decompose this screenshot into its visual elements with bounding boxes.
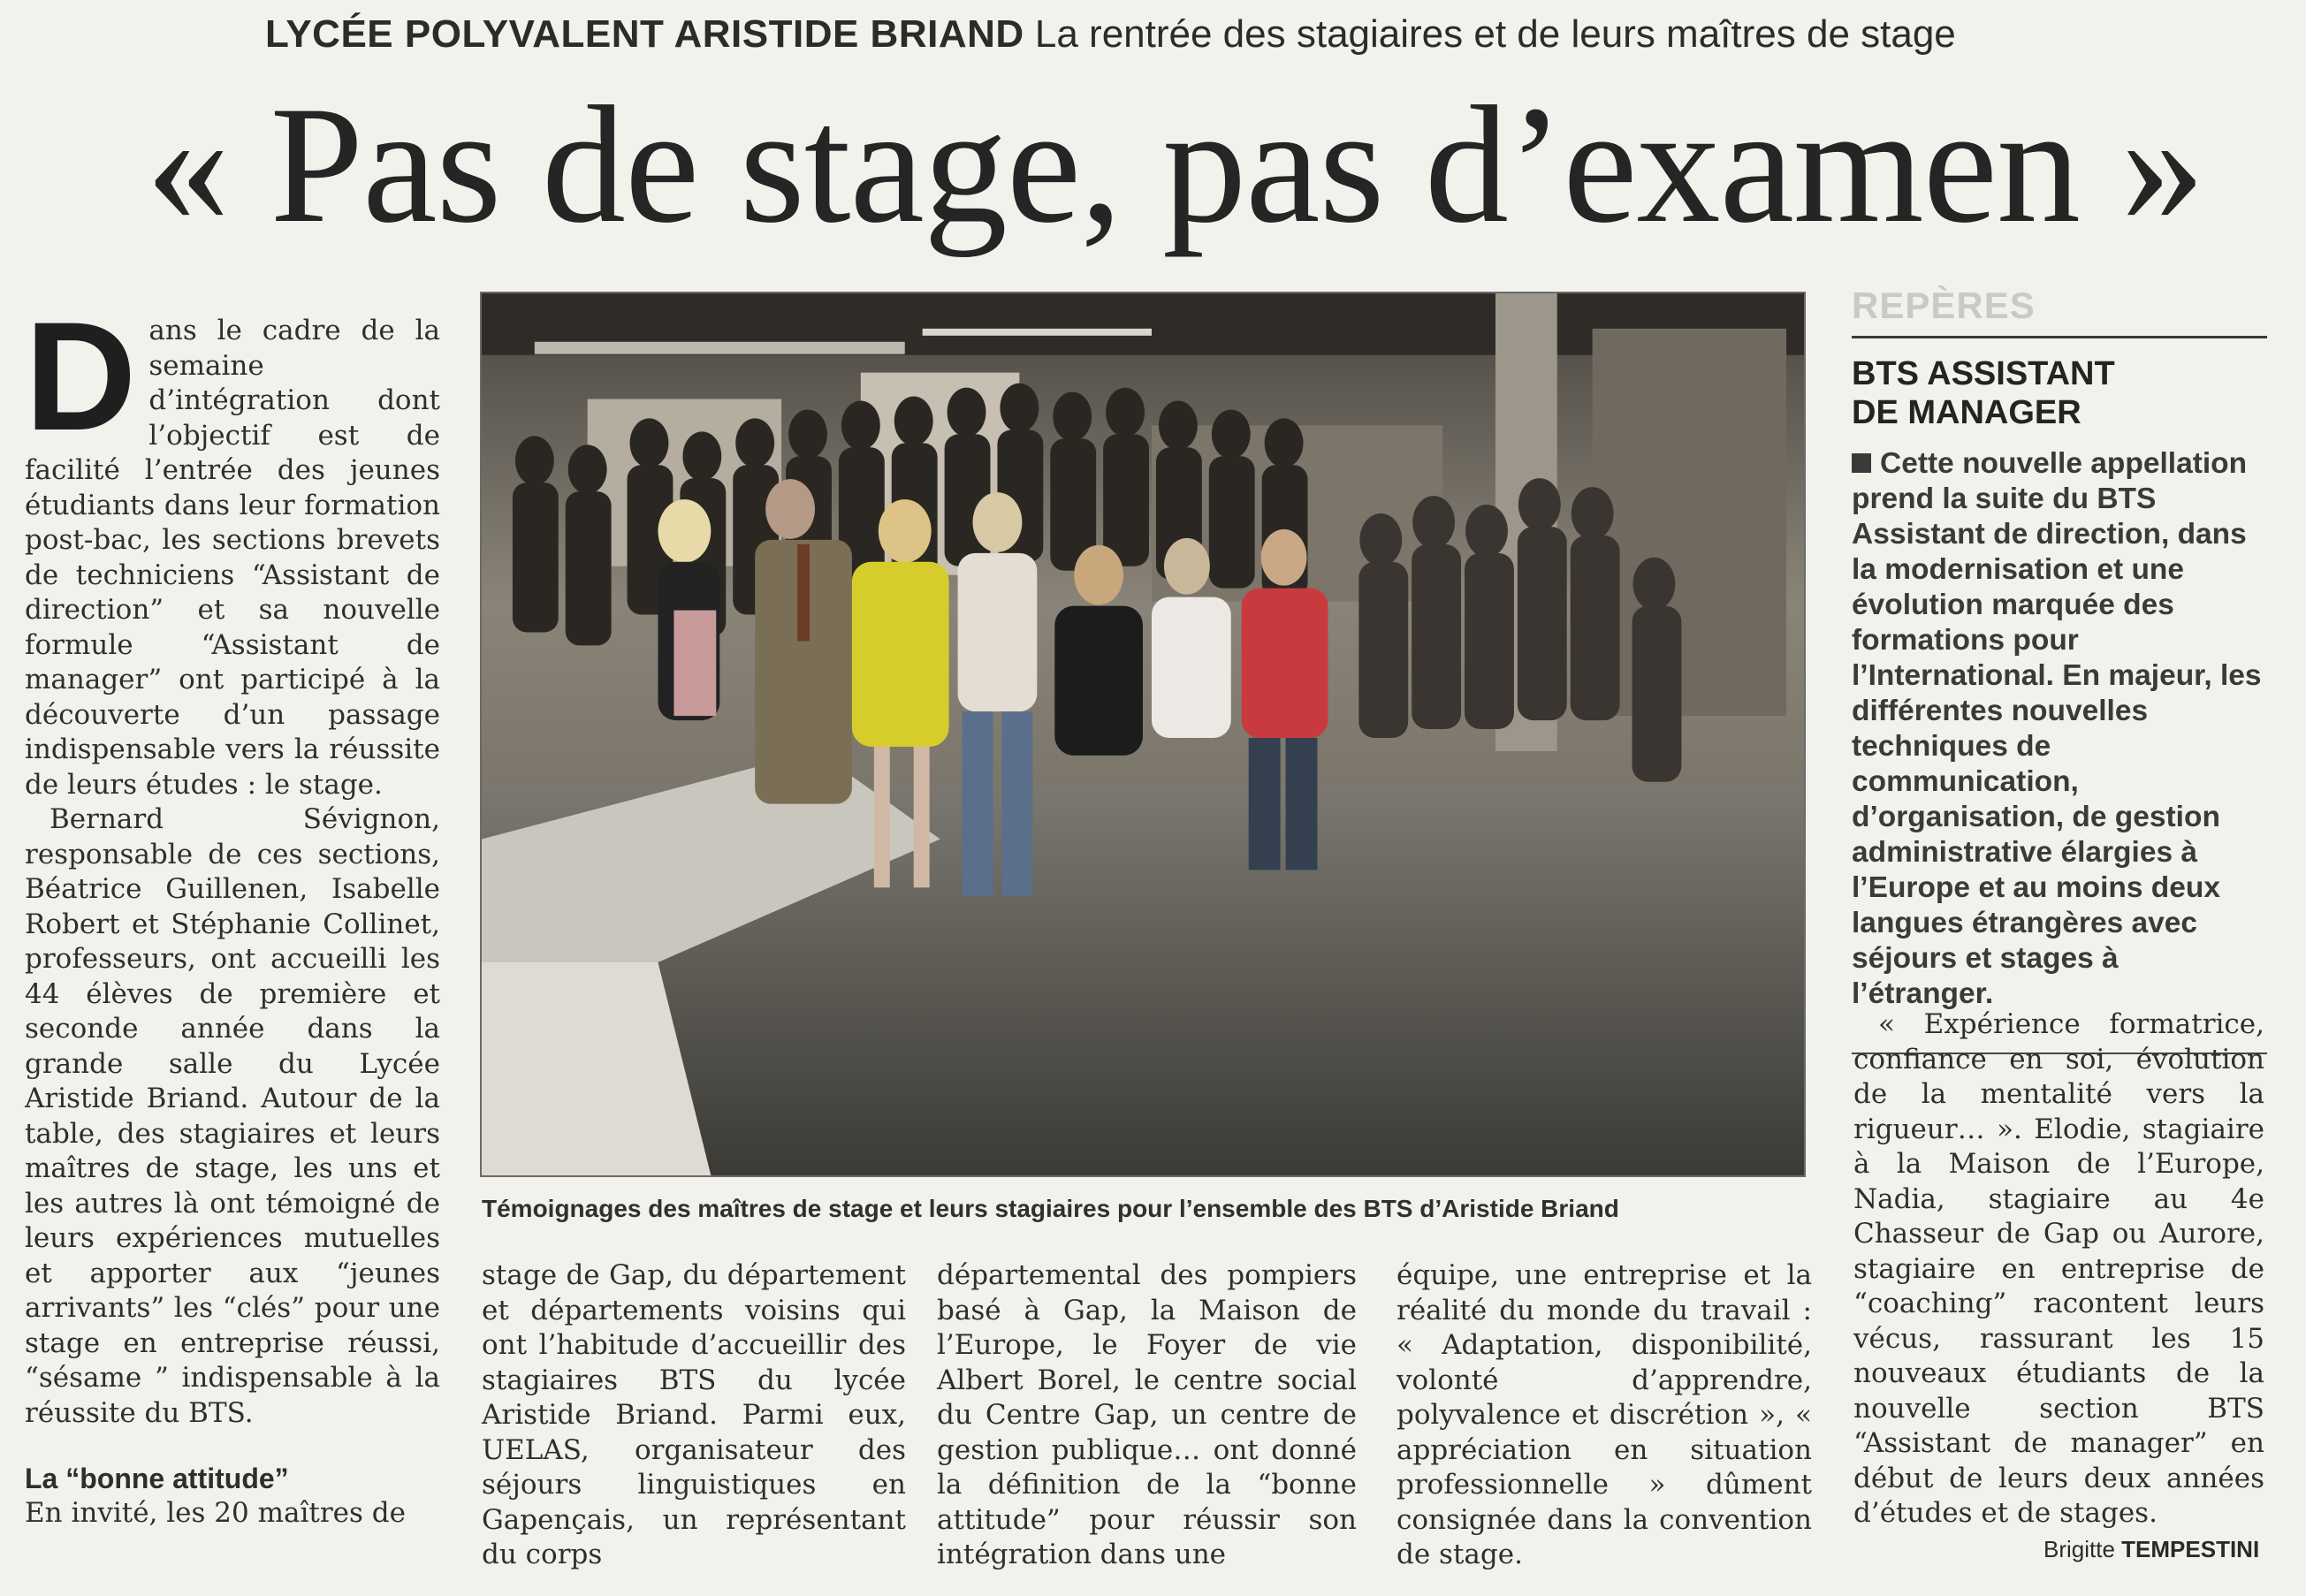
group-photo-illustration [482,293,1804,1175]
article-column-5 [1853,1007,2264,1531]
author-first-name: Brigitte [2043,1536,2115,1562]
drop-cap: D [25,291,137,463]
article-column-4 [1397,1258,1812,1573]
column-3-text: départemental des pompiers basé à Gap, la Maison de l’Europe, le Foyer de vie Albert Borel, le centre social du Centre Gap, un centre de gestion publique… ont donné la définition de la “bonne attitude” pour réussir son intégration dans une [937,1259,1357,1570]
square-bullet-icon [1852,453,1871,473]
author-byline [2043,1536,2259,1563]
article-paragraph-2: Bernard Sévignon, responsable de ces sections, Béatrice Guillenen, Isabelle Robert et Stéphanie Collinet, professeurs, ont accueilli les 44 élèves de première et seconde année dans la grande salle du Lycée Aristide Briand. Autour de la table, des stagiaires et leurs maîtres de stage, les uns et les autres là ont témoigné de leurs expériences mutuelles et apporter aux “jeunes arrivants” les “clés” pour une stage en entreprise réussi, “sésame ” indispensable à la réussite du BTS. [25,803,440,1429]
sidebar-title: BTS ASSISTANT DE MANAGER [1852,355,2115,431]
kicker-subtitle: La rentrée des stagiaires et de leurs maîtres de stage [1034,12,1956,56]
article-headline: « Pas de stage, pas d’examen » [146,72,2204,258]
sidebar-body-text: Cette nouvelle appellation prend la suite du BTS Assistant de direction, dans la modernisation et une évolution marquée des formations pour l’International. En majeur, les différentes nouvelles techniques de communication, d’organisation, de gestion administrative élargies à l’Europe et au moins deux langues étrangères avec séjours et stages à l’étranger. [1852,447,2262,1010]
article-column-1 [25,291,440,1531]
sidebar-body [1852,446,2267,1012]
column-4-text: équipe, une entreprise et la réalité du monde du travail : « Adaptation, disponibilité, volonté d’apprendre, polyvalence et discrétion », « appréciation en situation professionnelle » dûment consignée dans la convention de stage. [1397,1259,1812,1570]
article-subhead: La “bonne attitude” [25,1463,289,1494]
article-kicker [265,12,1956,57]
article-column-2 [482,1258,906,1573]
author-last-name: TEMPESTINI [2121,1536,2260,1562]
group-photo [480,292,1806,1177]
photo-caption: Témoignages des maîtres de stage et leurs stagiaires pour l’ensemble des BTS d’Aristide Briand [482,1195,1619,1222]
article-paragraph-3-start: En invité, les 20 maîtres de [25,1497,406,1529]
column-5-text: « Expérience formatrice, confiance en soi, évolution de la mentalité vers la rigueur… ». Elodie, stagiaire à la Maison de l’Europe, Nadia, stagiaire au 4e Chasseur de Gap ou Aurore, stagiaire en entreprise de “coaching” racontent leurs vécus, rassurant les 15 nouveaux étudiants de la nouvelle section BTS “Assistant de manager” en début de leurs deux années d’études et de stages. [1853,1008,2264,1529]
reperes-sidebar [1852,283,2267,1054]
article-column-3 [937,1258,1357,1573]
article-intro: ans le cadre de la semaine d’intégration dont l’objectif est de facilité l’entrée des jeunes étudiants dans leur formation post-bac, les sections brevets de techniciens “Assistant de direction” et sa nouvelle formule “Assistant de manager” ont participé à la découverte d’un passage indispensable vers la réussite de leurs études : le stage. [25,315,440,801]
column-2-text: stage de Gap, du département et départements voisins qui ont l’habitude d’accueillir des stagiaires BTS du lycée Aristide Briand. Parmi eux, UELAS, organisateur des séjours linguistiques en Gapençais, un représentant du corps [482,1259,906,1570]
sidebar-rule [1852,336,2267,338]
kicker-school-name: LYCÉE POLYVALENT ARISTIDE BRIAND [265,12,1024,56]
reperes-label: REPÈRES [1852,285,2036,326]
